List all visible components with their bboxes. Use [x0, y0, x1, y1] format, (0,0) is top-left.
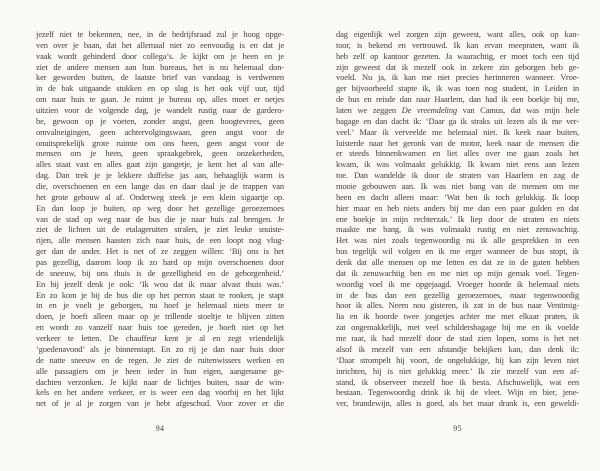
text-line: denk dat alle mensen op me letten en dat ze in de gaten hebben [336, 257, 579, 268]
text-line: dachten verzonken. Je kijkt naar de lichtjes buiten, naar de win- [36, 376, 284, 387]
text-line: doen, je hoeft alleen maar op je trillende stoeltje te blijven zitten [36, 311, 284, 322]
text-line: de sneeuw, bij ons thuis is de gezelligheid en de geborgenheid.’ [36, 267, 284, 278]
text-line: zat ongemakkelijk, met veel schildersbagage bij me en ik voelde [336, 322, 579, 333]
page-number-left: 94 [155, 424, 165, 434]
text-line: hier maar en heb niets anders bij me dan een paar gulden en dat [336, 202, 579, 213]
text-line: net of je al je zorgen van je hebt afgeschud. Voor zover er die [36, 398, 284, 409]
book-title-italic: De vreemdeling [401, 105, 457, 116]
text-line: die, overschoenen en een lange das en daar daal je de trappen van [36, 181, 284, 192]
text-line: het grote gebouw al af. Onderweg steek je een klein sigaartje op. [36, 191, 284, 202]
text-line: veel.’ Maar ik verveelde me helemaal niet. Ik keek naar buiten, [336, 126, 579, 137]
page-number-right: 95 [453, 424, 462, 434]
text-line: onuitsprekelijk grote ruimte om ons heen, geen angst voor de [36, 137, 284, 148]
text-line [336, 105, 579, 116]
text-line: verkeer te letten. De chauffeur kent je al en zegt vriendelijk [36, 333, 284, 344]
text-line: zijn geweest dat ik mezelf ook in zekere zin geborgen heb ge- [336, 61, 579, 72]
text-line: kels en het andere verkeer, er is weer een dag voorbij en het lijkt [36, 387, 284, 398]
text-line: om naar huis te gaan. Je ruimt je bureau op, alles moet er netjes [36, 94, 284, 105]
text-line: in de bus dan een gezellig geroezemoes, maar tegenwoordig [336, 289, 579, 300]
text-line: er steeds binnenkwamen en liet alles over me gaan zoals het [336, 148, 579, 159]
text-line: mooie gebouwen aan. Ik was niet bang van de mensen om me [336, 181, 579, 192]
text-line: toe. Dan wandelde ik door de straten van Haarlem en zag de [336, 170, 579, 181]
text-line: Het was niet zoals tegenwoordig nu ik alle gesprekken in een [336, 235, 579, 246]
text-line: bus tegelijk wil volgen en ik me erger wanneer de bus stopt, ik [336, 246, 579, 257]
text-segment: laten we zeggen [336, 105, 402, 116]
text-line: heen en dacht alleen maar: ‘Wat ben ik toch gelukkig. Ik loop [336, 191, 579, 202]
text-line: alle passagiers om je heen ieder in hun eigen, aangename ge- [36, 365, 284, 376]
text-line: ven over je baan, dat het allemaal niet zo eenvoudig is en dat je [36, 39, 284, 50]
text-segment: van Camus, dat was mijn hele [456, 105, 579, 116]
text-line: pas gezellig, daarom loop ik zo hard op mijn overschoenen door [36, 257, 284, 268]
text-line: alles staat vast en alles gaat zijn gangetje, je kent het al van alle- [36, 159, 284, 170]
text-line: ger dan de ander. Het is net of ze zeggen willen: ‘Bij ons is het [36, 246, 284, 257]
text-line: dag. Dan trek je je lekkere duffelse jas aan, behaaglijk warm is [36, 170, 284, 181]
text-line: bestaan. Tegenwoordig drink ik bij de vleet. Wijn en bier, jene- [336, 387, 579, 398]
text-line: omvalneigingen, geen achtervolgingswaan, geen angst voor de [36, 126, 284, 137]
text-line: voeld. Nu ja, ik kan me niet precies herinneren wanneer. Vroe- [336, 72, 579, 83]
text-line: ver, brandewijn, alles is goed, als het maar drank is, een geweldi- [336, 398, 579, 409]
text-line: de natte sneeuw en de regen. Je ziet de ruitenwissers werken en [36, 354, 284, 365]
text-line: uitzien voor de volgende dag, je wandelt rustig naar de gardero- [36, 105, 284, 116]
text-line: mensen om je heen, geen spraakgebrek, geen onzekerheden, [36, 148, 284, 159]
page-left-text [36, 29, 284, 409]
text-line: jezelf niet te bekennen, nee, in de bedrijfsraad zul je hoog opge- [36, 29, 284, 39]
text-line: luisterde naar het geronk van de motor, keek naar de mensen die [336, 137, 579, 148]
text-line: ziet de andere mensen aan hun bureaus, het is nu helemaal don- [36, 61, 284, 72]
text-line: in de bak uitgaande stukken en op slag is het ook vijf uur, tijd [36, 83, 284, 94]
page-right-text [336, 29, 579, 409]
text-line: in en je voelt je geborgen, nu hoef je helemaal niets meer te [36, 300, 284, 311]
text-line: heb zelf op kantoor gezeten. Ja waarachtig, er moet toch een tijd [336, 50, 579, 61]
text-line: alsof ik mezelf van een afstandje bekijken kan, dan denk ik: [336, 343, 579, 354]
text-line: inrichten, hij is niet gelukkig meer.’ Ik zie mezelf van een af- [336, 365, 579, 376]
text-line: ene boekje in mijn rechterzak.’ Ik liep door de straten en niets [336, 213, 579, 224]
text-line: rijen, alle mensen haasten zich naar huis, de een loopt nog vlug- [36, 235, 284, 246]
text-line: ker geworden buiten, de laatste brief van vandaag is verdwenen [36, 72, 284, 83]
page-right [336, 29, 579, 433]
text-line: en wordt zo vanzelf naar huis toe gereden, je hoeft niet op het [36, 322, 284, 333]
text-line: En zo kom je bij de bus die op het perron staat te ronken, je stapt [36, 289, 284, 300]
page-left [36, 29, 284, 433]
text-line: ger bijvoorbeeld stapte ik, ik was toen nog student, in Leiden in [336, 83, 579, 94]
text-line: ‘goedenavond’ als je binnenstapt. En zo rij je dan naar huis door [36, 343, 284, 354]
text-line: be, gewoon op je voeten, zonder angst, geen hoogtevrees, geen [36, 115, 284, 126]
text-line: ziet de lichten uit de etalageruiten stralen, je ziet leuke snuiste- [36, 224, 284, 235]
text-line: En bij jezelf denk je ook: ‘Ik wou dat ik maar alvast thuis was.’ [36, 278, 284, 289]
text-line: toor, is bekend en vertrouwd. Ik kan ervan meepraten, want ik [336, 39, 579, 50]
text-line: woordig voel ik me opgejaagd. Vroeger hoorde ik helemaal niets [336, 278, 579, 289]
text-line: dat ik zenuwachtig ben en me niet op mijn gemak voel. Tegen- [336, 267, 579, 278]
text-line: van de stad op weg naar de bus die je naar huis zal brengen. Je [36, 213, 284, 224]
text-line: lia en ik hoorde twee jongetjes achter me met elkaar praten, ik [336, 311, 579, 322]
text-line: vaak wordt gehinderd door collega’s. Je kijkt om je heen en je [36, 50, 284, 61]
text-line: de bus en reisde dan naar Haarlem, dan had ik een boekje bij me, [336, 94, 579, 105]
text-line: dag eigenlijk wel zorgen zijn geweest, want alles, ook op kan- [336, 29, 579, 39]
text-line: ‘Daar strompelt hij voort, de ongelukkige, hij kan zijn leven niet [336, 354, 579, 365]
text-line: bagage en dan dacht ik: ‘Daar ga ik straks uit lezen als ik me ver- [336, 115, 579, 126]
text-line: kwam, ik was volmaakt gelukkig. Ik kwam niet eens aan lezen [336, 159, 579, 170]
text-line: maakte me bang, ik was volmaakt rustig en niet zenuwachtig. [336, 224, 579, 235]
text-line: En dan loop je buiten, op weg door het gezellige geroezemoes [36, 202, 284, 213]
text-line: stand, ik observeer mezelf hoe ik besta. Afschuwelijk, wat een [336, 376, 579, 387]
text-line: hoor ik alles. Neem nou gisteren, ik zat in de bus naar Ventimig- [336, 300, 579, 311]
text-line: me raar, ik had mezelf door de stad zien lopen, soms is het net [336, 333, 579, 344]
